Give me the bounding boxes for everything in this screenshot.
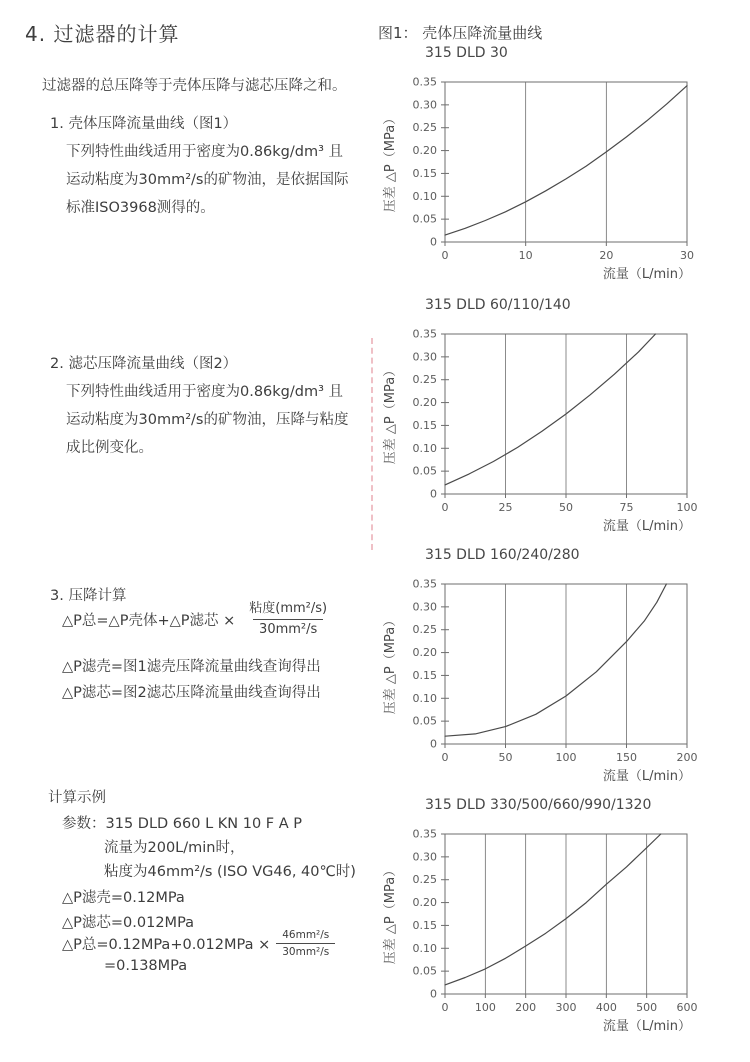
svg-text:压差 △P（MPa）: 压差 △P（MPa） [383,863,398,965]
section-2-line: 下列特性曲线适用于密度为0.86kg/dm³ 且 [66,384,344,400]
page-title: 4. 过滤器的计算 [25,22,180,46]
svg-text:压差 △P（MPa）: 压差 △P（MPa） [383,613,398,715]
chart-title: 315 DLD 30 [425,45,508,61]
svg-text:0.25: 0.25 [412,873,437,887]
svg-text:0.20: 0.20 [412,646,437,660]
svg-text:流量（L/min）: 流量（L/min） [602,1019,691,1034]
section-1-line: 运动粘度为30mm²/s的矿物油，是依据国际 [66,172,349,188]
example-total-denominator: 30mm²/s [276,943,335,959]
formula-note: △P滤芯=图2滤芯压降流量曲线查询得出 [62,685,321,701]
svg-text:0.20: 0.20 [412,896,437,910]
chart-canvas-line-chart [380,70,730,286]
svg-text:0.25: 0.25 [412,373,437,387]
svg-text:100: 100 [676,501,698,514]
svg-text:10: 10 [518,249,533,262]
example-total-result: =0.138MPa [104,958,188,974]
svg-text:0: 0 [430,737,437,751]
chart-title: 315 DLD 160/240/280 [425,547,580,563]
formula-numerator: 粘度(mm²/s) [249,601,328,616]
svg-text:0.15: 0.15 [412,668,437,682]
svg-text:0.30: 0.30 [412,350,437,364]
svg-text:0.10: 0.10 [412,441,437,455]
svg-text:0.25: 0.25 [412,623,437,637]
svg-text:30: 30 [680,249,694,262]
example-total-numerator: 46mm²/s [282,929,330,941]
section-2-heading: 2. 滤芯压降流量曲线（图2） [50,356,238,372]
example-total-formula [62,928,335,959]
example-param-line: 参数：315 DLD 660 L KN 10 F A P [62,816,303,832]
chart-canvas-line-chart [380,322,730,538]
example-total-lhs: △P总=0.12MPa+0.012MPa × [62,937,271,954]
svg-text:0: 0 [441,501,449,514]
svg-text:400: 400 [595,1001,617,1014]
chart-block-315-dld-60-110-140 [380,296,730,538]
svg-text:0.35: 0.35 [412,827,437,841]
svg-text:500: 500 [636,1001,658,1014]
svg-text:0.20: 0.20 [412,396,437,410]
svg-text:0.30: 0.30 [412,600,437,614]
svg-text:25: 25 [498,501,513,514]
svg-text:0: 0 [441,751,449,764]
svg-text:压差 △P（MPa）: 压差 △P（MPa） [383,363,398,465]
svg-text:75: 75 [619,501,634,514]
svg-text:600: 600 [676,1001,698,1014]
intro-text: 过滤器的总压降等于壳体压降与滤芯压降之和。 [42,78,347,94]
svg-text:0.25: 0.25 [412,121,437,135]
example-title: 计算示例 [48,790,106,806]
svg-text:流量（L/min）: 流量（L/min） [602,267,691,282]
svg-text:0.15: 0.15 [412,418,437,432]
example-condition-line: 流量为200L/min时， [104,840,245,856]
svg-text:0.05: 0.05 [412,964,437,978]
svg-text:0: 0 [430,487,437,501]
svg-text:50: 50 [498,751,513,764]
formula-lhs: △P总=△P壳体+△P滤芯 × [62,612,236,629]
svg-text:0.05: 0.05 [412,212,437,226]
section-2-line: 运动粘度为30mm²/s的矿物油，压降与粘度 [66,412,349,428]
svg-text:20: 20 [599,249,614,262]
svg-text:200: 200 [676,751,698,764]
svg-text:0.35: 0.35 [412,577,437,591]
formula-note: △P滤壳=图1滤壳压降流量曲线查询得出 [62,659,321,675]
chart-canvas-line-chart [380,822,730,1038]
svg-text:0.15: 0.15 [412,918,437,932]
chart-canvas-line-chart [380,572,730,788]
pressure-drop-formula [62,600,333,638]
example-result-line: △P滤芯=0.012MPa [62,915,195,931]
section-1-line: 标准ISO3968测得的。 [66,200,215,216]
chart-title: 315 DLD 330/500/660/990/1320 [425,797,652,813]
section-2-line: 成比例变化。 [66,440,153,456]
section-1-heading: 1. 壳体压降流量曲线（图1） [50,116,238,132]
formula-fraction [243,600,333,638]
svg-text:0.10: 0.10 [412,189,437,203]
svg-text:200: 200 [515,1001,537,1014]
svg-text:压差 △P（MPa）: 压差 △P（MPa） [383,111,398,213]
watermark-dashed-line [371,338,373,550]
example-total-fraction [276,928,335,959]
svg-text:0.30: 0.30 [412,98,437,112]
chart-block-315-dld-30 [380,44,730,286]
svg-text:0.15: 0.15 [412,166,437,180]
figure-1-header: 图1： 壳体压降流量曲线 [378,24,543,42]
svg-text:0.10: 0.10 [412,941,437,955]
svg-text:50: 50 [559,501,573,514]
svg-text:0: 0 [441,1001,449,1014]
formula-denominator: 30mm²/s [253,619,323,639]
svg-text:0.30: 0.30 [412,850,437,864]
svg-text:0.10: 0.10 [412,691,437,705]
svg-text:0.20: 0.20 [412,144,437,158]
svg-text:0: 0 [430,235,437,249]
chart-title: 315 DLD 60/110/140 [425,297,571,313]
svg-text:100: 100 [474,1001,496,1014]
svg-text:0.35: 0.35 [412,327,437,341]
section-1-line: 下列特性曲线适用于密度为0.86kg/dm³ 且 [66,144,344,160]
example-result-line: △P滤壳=0.12MPa [62,890,185,906]
svg-text:150: 150 [616,751,637,764]
svg-text:0.05: 0.05 [412,464,437,478]
example-condition-line: 粘度为46mm²/s (ISO VG46, 40℃时) [104,864,356,880]
svg-text:300: 300 [555,1001,577,1014]
chart-block-315-dld-160-240-280 [380,546,730,788]
svg-text:0.05: 0.05 [412,714,437,728]
svg-text:0: 0 [441,249,449,262]
chart-block-315-dld-330-1320 [380,796,730,1038]
svg-text:0.35: 0.35 [412,75,437,89]
svg-text:0: 0 [430,987,437,1001]
svg-text:流量（L/min）: 流量（L/min） [602,519,691,534]
section-3-heading: 3. 压降计算 [50,588,127,604]
svg-text:流量（L/min）: 流量（L/min） [602,769,691,784]
svg-text:100: 100 [555,751,577,764]
